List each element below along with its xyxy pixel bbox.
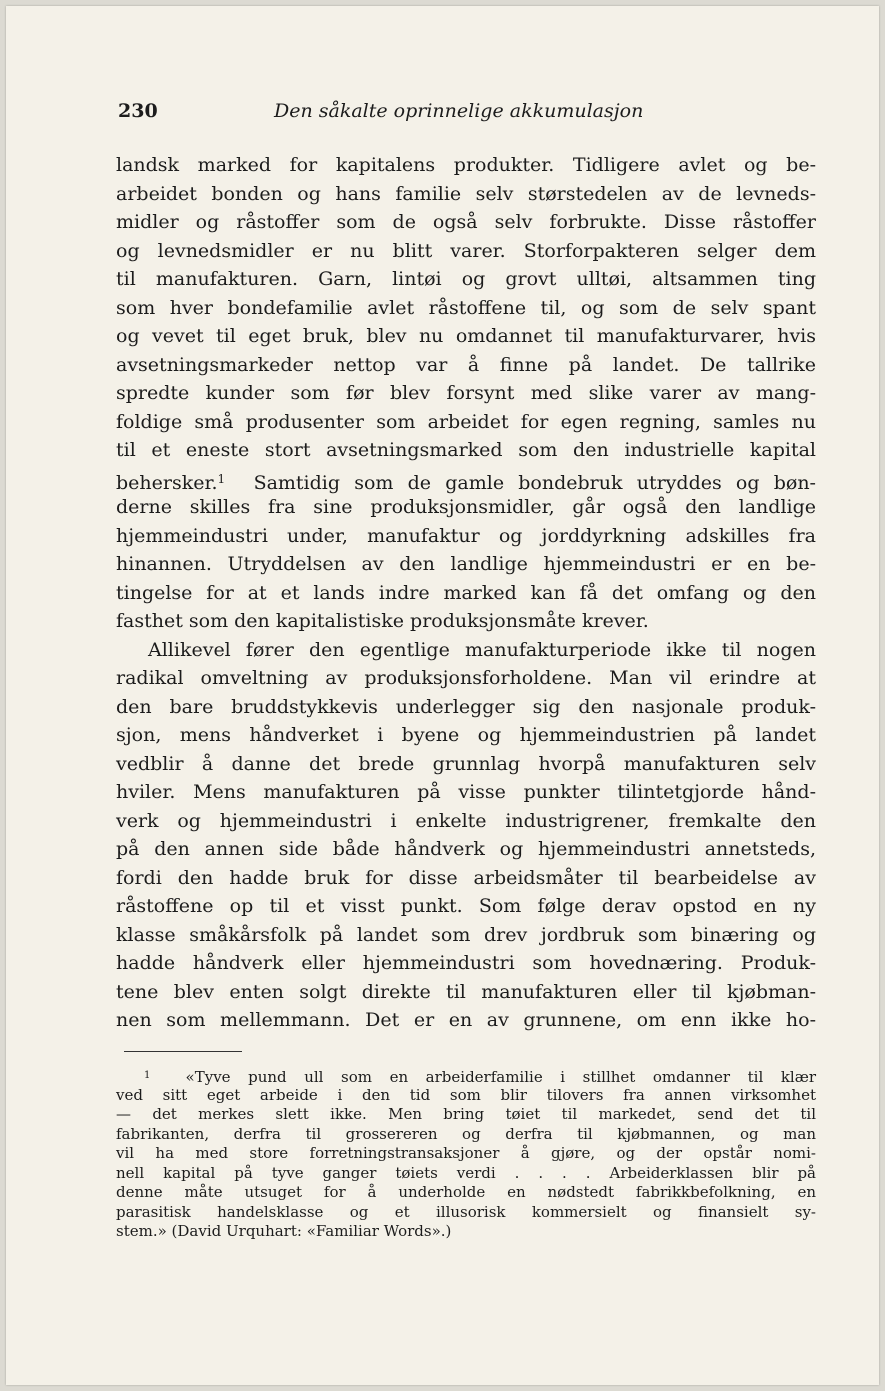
footnote-line <box>116 1066 816 1086</box>
text-line: hviler. Mens manufakturen på visse punkter tilintetgjorde hånd- <box>116 781 816 803</box>
text-line: arbeidet bonden og hans familie selv størstedelen av de levneds- <box>116 182 816 205</box>
text-line: landsk marked for kapitalens produkter. Tidligere avlet og be- <box>116 154 816 176</box>
text-line <box>116 465 816 494</box>
page-number: 230 <box>118 100 158 122</box>
footnote-divider <box>124 1051 242 1052</box>
footnote-line: denne måte utsuget for å underholde en nødstedt fabrikkbefolkning, en <box>116 1183 816 1201</box>
footnote-line: — det merkes slett ikke. Men bring tøiet til markedet, send det til <box>116 1105 816 1123</box>
text-fragment: behersker. <box>116 471 218 494</box>
text-line: til et eneste stort avsetningsmarked som den industrielle kapital <box>116 439 816 461</box>
text-line: hjemmeindustri under, manufaktur og jorddyrkning adskilles fra <box>116 524 816 547</box>
footnote-line: nell kapital på tyve ganger tøiets verdi . . . . Arbeiderklassen blir på <box>116 1163 816 1182</box>
text-fragment: «Tyve pund ull som en arbeiderfamilie i stillhet omdanner til klær <box>185 1068 816 1086</box>
text-line: på den annen side både håndverk og hjemmeindustri annetsteds, <box>116 838 816 860</box>
text-line: og levnedsmidler er nu blitt varer. Storforpakteren selger dem <box>116 239 816 262</box>
text-line: foldige små produsenter som arbeidet for egen regning, samles nu <box>116 410 816 433</box>
footnote-number: 1 <box>144 1070 151 1081</box>
text-line: radikal omveltning av produksjonsforholdene. Man vil erindre at <box>116 667 816 689</box>
footnote-line: parasitisk handelsklasse og et illusorisk kommersielt og finansielt sy- <box>116 1202 816 1221</box>
text-line: fasthet som den kapitalistiske produksjonsmåte krever. <box>116 610 649 632</box>
text-line: derne skilles fra sine produksjonsmidler, går også den landlige <box>116 496 816 518</box>
text-line: den bare bruddstykkevis underlegger sig den nasjonale produk- <box>116 695 816 718</box>
text-line: nen som mellemmann. Det er en av grunnene, om enn ikke ho- <box>116 1009 816 1031</box>
book-page <box>6 6 879 1385</box>
footnote-reference[interactable]: 1 <box>217 471 226 486</box>
footnote-line: vil ha med store forretningstransaksjoner å gjøre, og der opstår nomi- <box>116 1144 816 1162</box>
text-line: vedblir å danne det brede grunnlag hvorpå manufakturen selv <box>116 752 816 775</box>
text-line: hinannen. Utryddelsen av den landlige hjemmeindustri er en be- <box>116 553 816 575</box>
footnote-line: ved sitt eget arbeide i den tid som blir tilovers fra annen virksomhet <box>116 1085 816 1104</box>
paragraph-2 <box>116 636 816 1035</box>
footnote <box>116 1066 816 1242</box>
text-line: hadde håndverk eller hjemmeindustri som hovednæring. Produk- <box>116 952 816 974</box>
text-line: verk og hjemmeindustri i enkelte industrigrener, fremkalte den <box>116 809 816 832</box>
text-line: som hver bondefamilie avlet råstoffene til, og som de selv spant <box>116 296 816 319</box>
text-line: Allikevel fører den egentlige manufakturperiode ikke til nogen <box>148 638 816 661</box>
text-line: tene blev enten solgt direkte til manufakturen eller til kjøbman- <box>116 980 816 1003</box>
text-line: spredte kunder som før blev forsynt med slike varer av mang- <box>116 382 816 404</box>
text-line: sjon, mens håndverket i byene og hjemmeindustrien på landet <box>116 724 816 746</box>
footnote-line: fabrikanten, derfra til grossereren og derfra til kjøbmannen, og man <box>116 1124 816 1143</box>
main-text <box>116 151 816 1035</box>
text-line: klasse småkårsfolk på landet som drev jordbruk som binæring og <box>116 923 816 946</box>
text-line: tingelse for at et lands indre marked kan få det omfang og den <box>116 581 816 604</box>
text-fragment: Samtidig som de gamle bondebruk utryddes og bøn- <box>253 471 816 494</box>
text-line: midler og råstoffer som de også selv forbrukte. Disse råstoffer <box>116 211 816 233</box>
text-line: til manufakturen. Garn, lintøi og grovt ulltøi, altsammen ting <box>116 268 816 290</box>
text-line: fordi den hadde bruk for disse arbeidsmåter til bearbeidelse av <box>116 866 816 889</box>
text-line: avsetningsmarkeder nettop var å finne på landet. De tallrike <box>116 353 816 376</box>
running-title: Den såkalte oprinnelige akkumulasjon <box>274 100 644 122</box>
text-line: og vevet til eget bruk, blev nu omdannet til manufakturvarer, hvis <box>116 325 816 347</box>
paragraph-1 <box>116 151 816 636</box>
text-line: råstoffene op til et visst punkt. Som følge derav opstod en ny <box>116 895 816 917</box>
footnote-line: stem.» (David Urquhart: «Familiar Words».) <box>116 1222 452 1240</box>
